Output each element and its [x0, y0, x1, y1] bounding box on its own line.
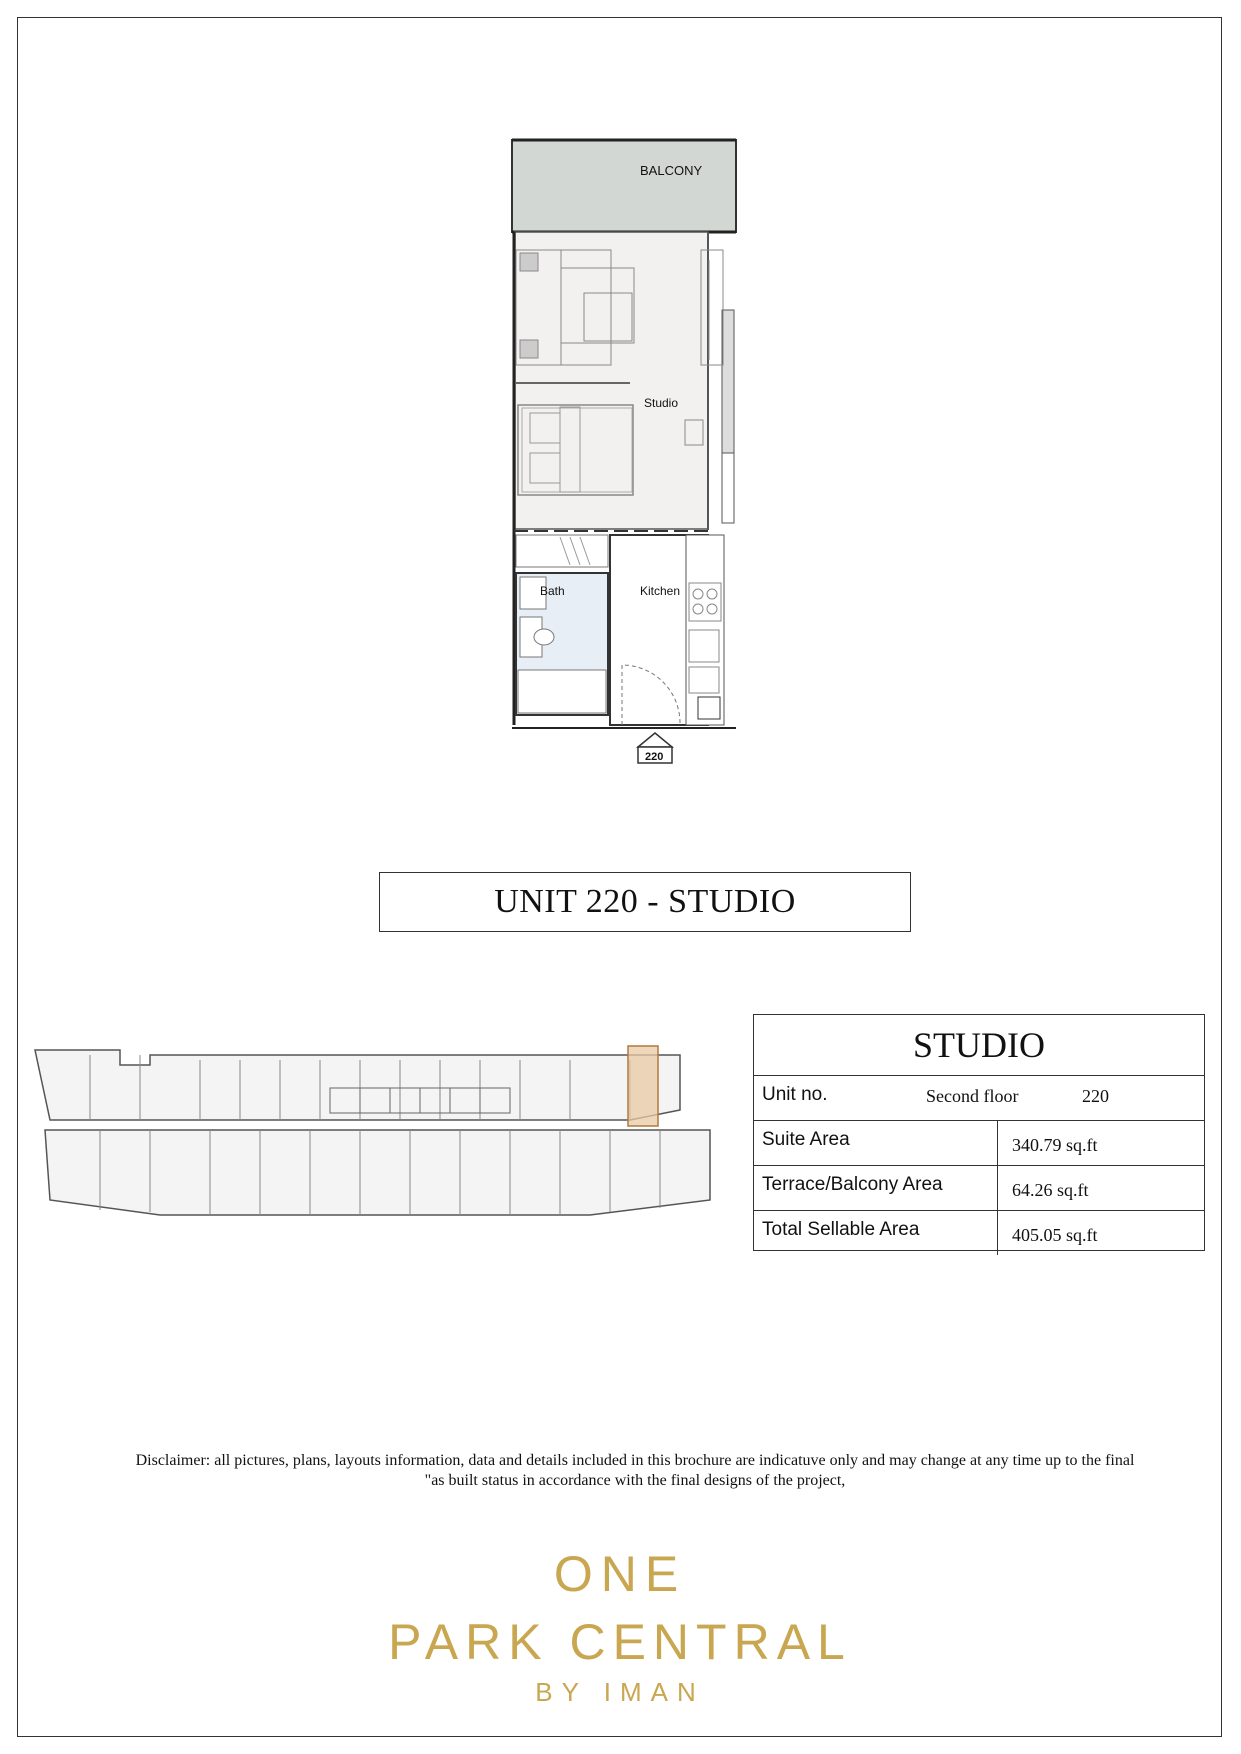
disclaimer-line-1: Disclaimer: all pictures, plans, layouts information, data and details included in this brochure are indicatuve only and may change at any time up to the final	[135, 1452, 1135, 1469]
wardrobe	[516, 535, 608, 567]
balcony-area-value: 64.26 sq.ft	[1012, 1180, 1089, 1200]
unit-info-table	[753, 1014, 1205, 1251]
unit-title: UNIT 220 - STUDIO	[379, 872, 911, 932]
bath-label: Bath	[540, 584, 565, 598]
suite-area-value: 340.79 sq.ft	[1012, 1135, 1098, 1155]
total-area-label: Total Sellable Area	[762, 1219, 920, 1240]
logo-line-3: BY IMAN	[535, 1677, 705, 1707]
kitchen-label: Kitchen	[640, 584, 681, 598]
logo-line-1: ONE	[553, 1546, 687, 1602]
unit-floor-plan	[500, 135, 750, 770]
suite-area-label: Suite Area	[762, 1129, 850, 1150]
total-area-row	[754, 1211, 1204, 1255]
disclaimer	[60, 1451, 1210, 1491]
key-plan	[30, 1040, 730, 1225]
balcony-label: BALCONY	[640, 163, 703, 178]
unit-number-value: 220	[1082, 1086, 1109, 1106]
brand-logo	[340, 1525, 900, 1710]
floor-value: Second floor	[926, 1086, 1019, 1106]
logo-line-2: PARK CENTRAL	[388, 1614, 852, 1670]
balcony-area-label: Terrace/Balcony Area	[762, 1174, 943, 1195]
unit-number-row	[754, 1076, 1204, 1121]
balcony-area	[512, 140, 736, 232]
balcony-area-row	[754, 1166, 1204, 1211]
studio-label: Studio	[644, 396, 679, 410]
unit-220-highlight	[628, 1046, 658, 1126]
suite-area-row	[754, 1121, 1204, 1166]
disclaimer-line-2: "as built status in accordance with the final designs of the project,	[424, 1472, 846, 1489]
unit-no-label: Unit no.	[762, 1084, 828, 1105]
info-heading: STUDIO	[754, 1015, 1204, 1076]
unit-tag: 220	[645, 751, 664, 763]
total-area-value: 405.05 sq.ft	[1012, 1225, 1098, 1245]
